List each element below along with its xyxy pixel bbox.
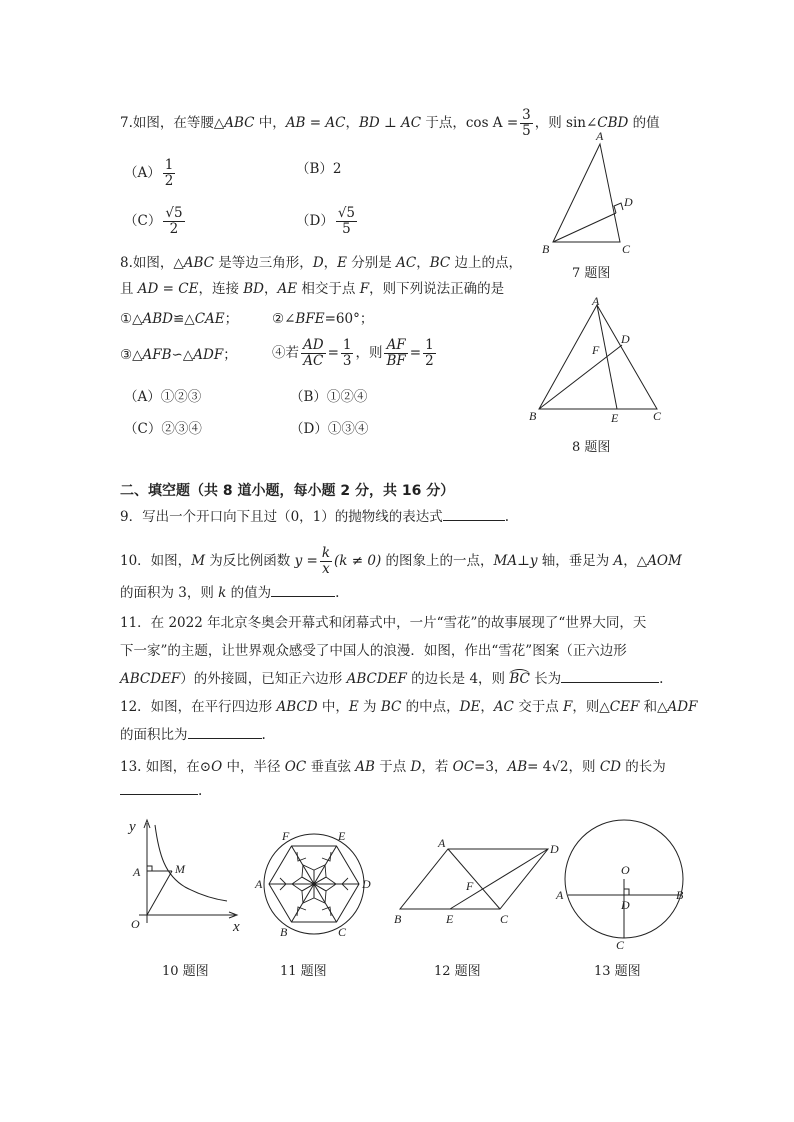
text-part: ， xyxy=(264,281,278,297)
option-label: （D） xyxy=(296,213,334,229)
text-part: 的图象上的一点， xyxy=(381,553,494,569)
q7-right-angle-mark xyxy=(614,203,623,213)
q8-fraction-one-half xyxy=(423,338,436,369)
option-value: ①②③ xyxy=(160,389,202,405)
q7-cos-fraction xyxy=(520,108,533,139)
text-part: 交于点 xyxy=(513,699,563,715)
q11-figure xyxy=(252,822,382,942)
q12-line2 xyxy=(120,726,266,744)
q11-arc-bc: BC xyxy=(509,671,530,687)
q7-stem-part: 于点， xyxy=(421,115,466,131)
q7-label-d: D xyxy=(624,195,633,209)
q7-label-a: A xyxy=(596,129,604,143)
text-part: 的长为 xyxy=(620,759,666,775)
text-part: ∽△ xyxy=(171,347,194,363)
text-part: ）的外接圆，已知正六边形 xyxy=(180,671,347,687)
text-part: ，若 xyxy=(421,759,453,775)
fraction-denominator: 2 xyxy=(169,221,179,237)
q11-line2: 下一家”的主题，让世界观众感受了中国人的浪漫．如图，作出“雪花”图案（正六边形 xyxy=(120,643,627,659)
text-part: 8.如图，△ xyxy=(120,255,184,271)
text-part: DE xyxy=(459,699,481,715)
text-part: ④若 xyxy=(272,345,299,361)
q8-fraction-af-bf xyxy=(384,338,407,369)
q10-hyperbola xyxy=(155,825,227,901)
text-part: =3， xyxy=(474,759,508,775)
text-part: OC xyxy=(452,759,475,775)
q8-figure xyxy=(525,295,670,425)
q8-label-e: E xyxy=(611,411,619,425)
fraction-denominator: 3 xyxy=(342,353,352,369)
text-part: 的边长是 4，则 xyxy=(406,671,510,687)
fraction-denominator: AC xyxy=(303,353,324,369)
text-part: ①△ xyxy=(120,311,143,327)
q8-figure-caption: 8 题图 xyxy=(572,440,611,455)
text-part: F xyxy=(563,699,573,715)
q7-stem-part: ，则 sin∠ xyxy=(534,115,598,131)
q7-option-d[interactable] xyxy=(296,206,359,237)
q13-right-angle-mark xyxy=(624,889,629,895)
text-part: 是等边三角形， xyxy=(214,255,313,271)
q7-figure xyxy=(540,130,650,255)
q8-fraction-ad-ac xyxy=(301,338,326,369)
text-part: 且 xyxy=(120,281,138,297)
q11-label-c: C xyxy=(338,925,347,939)
text-part: O xyxy=(211,759,223,775)
q11-label-d: D xyxy=(362,877,371,891)
text-part: 中，半径 xyxy=(222,759,285,775)
text-part: AB xyxy=(355,759,375,775)
text-part: CAE xyxy=(194,311,225,327)
text-part: M xyxy=(191,553,206,569)
q13-answer-blank[interactable] xyxy=(120,782,198,795)
text-part: 垂直弦 xyxy=(306,759,356,775)
q11-answer-blank[interactable] xyxy=(561,670,659,683)
q8-statement-2 xyxy=(272,310,373,328)
q10-line1 xyxy=(120,546,682,577)
q12-label-a: A xyxy=(438,836,446,850)
text-part: 为 xyxy=(358,699,381,715)
text-part: = xyxy=(327,345,339,361)
option-value: ②③④ xyxy=(161,421,202,437)
text-part: D xyxy=(312,255,324,271)
text-part: ABC xyxy=(183,255,215,271)
q11-label-f: F xyxy=(282,829,290,843)
q8-option-a[interactable] xyxy=(124,388,201,406)
text-part: . xyxy=(659,671,664,687)
q7-option-a[interactable] xyxy=(124,158,177,189)
q7-stem-part: 中， xyxy=(254,115,286,131)
fraction-numerator: 3 xyxy=(522,107,531,123)
q7-triangle xyxy=(553,144,620,242)
q8-segment-bd xyxy=(539,345,622,409)
section-title: 二、填空题（共 8 道小题，每小题 2 分，共 16 分） xyxy=(120,483,455,499)
q11-label-e: E xyxy=(338,829,346,843)
option-label: （A） xyxy=(124,165,161,181)
text-part: 12．如图，在平行四边形 xyxy=(120,699,277,715)
q7-stem-part: 的值 xyxy=(628,115,660,131)
text-part: ≌△ xyxy=(173,311,195,327)
fraction-numerator: √5 xyxy=(165,205,183,221)
text-part: ADF xyxy=(667,699,698,715)
q12-label-f: F xyxy=(466,879,474,893)
text-part: ，则 xyxy=(355,345,383,361)
text-part: 和△ xyxy=(639,699,668,715)
q8-option-b[interactable] xyxy=(290,388,367,406)
text-part: ⊥ xyxy=(517,553,530,569)
q10-right-angle-mark xyxy=(147,866,152,871)
q13-label-d: D xyxy=(621,898,630,912)
fraction-denominator: BF xyxy=(386,353,406,369)
q10-label-o: O xyxy=(131,917,140,931)
q11-label-a: A xyxy=(255,877,263,891)
q10-label-a: A xyxy=(133,865,141,879)
fraction-denominator: 2 xyxy=(425,353,434,369)
q13-line2 xyxy=(120,782,202,800)
text-part: AB xyxy=(507,759,528,775)
q11-label-b: B xyxy=(280,925,288,939)
q8-label-d: D xyxy=(621,332,630,346)
q8-option-c[interactable] xyxy=(124,420,202,438)
text-part: ，△ xyxy=(623,553,648,569)
option-label: （C） xyxy=(124,213,162,229)
q10-segment-om xyxy=(147,871,172,915)
text-part: 相交于点 xyxy=(297,281,360,297)
q13-figure-caption: 13 题图 xyxy=(594,964,641,979)
text-part: 边上的点， xyxy=(450,255,522,271)
text-part: MA xyxy=(493,553,518,569)
q8-statement-3 xyxy=(120,346,237,364)
q12-label-d: D xyxy=(550,842,559,856)
option-value: ①③④ xyxy=(327,421,369,437)
q7-option-d-fraction xyxy=(336,206,357,237)
q10-label-y: y xyxy=(129,819,136,835)
q12-label-b: B xyxy=(394,912,402,926)
text-part: ABCDEF xyxy=(120,671,181,687)
text-part: AOM xyxy=(647,553,682,569)
q7-label-c: C xyxy=(622,242,631,256)
text-part: 长为 xyxy=(529,671,562,687)
q7-stem-part: CBD xyxy=(597,115,629,131)
text-part: k xyxy=(218,585,227,601)
text-part: AD xyxy=(137,281,159,297)
text-part: 为反比例函数 xyxy=(205,553,295,569)
fraction-numerator: AF xyxy=(384,338,407,354)
q7-figure-caption: 7 题图 xyxy=(572,266,611,281)
q12-diagonal-ac xyxy=(448,849,500,909)
text-part: =60°； xyxy=(324,311,374,327)
text-part: . xyxy=(335,585,340,601)
fraction-denominator: 5 xyxy=(342,221,351,237)
text-part: . xyxy=(261,727,266,743)
fraction-numerator: 1 xyxy=(164,157,174,173)
fraction-numerator: 1 xyxy=(342,337,352,353)
text-part: ，连接 xyxy=(198,281,244,297)
q12-answer-blank[interactable] xyxy=(188,726,262,739)
text-part: ABD xyxy=(142,311,173,327)
fraction-numerator: √5 xyxy=(337,205,356,221)
text-part: E xyxy=(337,255,347,271)
q8-label-a: A xyxy=(592,294,600,308)
q13-figure xyxy=(552,815,692,950)
q9-answer-blank[interactable] xyxy=(443,508,505,521)
text-part: y xyxy=(529,553,538,569)
text-part: 的面积比为 xyxy=(120,727,188,743)
q8-fraction-one-third xyxy=(341,338,354,369)
text-part: AFB xyxy=(142,347,172,363)
text-part: AC xyxy=(493,699,514,715)
q7-option-a-fraction xyxy=(163,158,176,189)
text-part: y = xyxy=(294,553,318,569)
q8-label-b: B xyxy=(529,409,537,423)
q13-label-b: B xyxy=(676,888,684,902)
q7-stem-part: ， xyxy=(345,115,359,131)
text-part: ADF xyxy=(193,347,224,363)
text-part: 的面积为 3，则 xyxy=(120,585,219,601)
text-part: BD xyxy=(243,281,265,297)
q8-option-d[interactable] xyxy=(290,420,368,438)
text-part: 13. 如图，在⊙ xyxy=(120,759,212,775)
q10-line2 xyxy=(120,584,339,602)
text-part: D xyxy=(410,759,422,775)
text-part: ； xyxy=(223,347,237,363)
option-label: （D） xyxy=(290,421,328,437)
q10-fraction-k-x xyxy=(320,546,332,577)
text-part: ③△ xyxy=(120,347,143,363)
q11-line3 xyxy=(120,670,663,688)
fraction-denominator: x xyxy=(322,561,330,577)
text-part: = xyxy=(158,281,179,297)
q12-figure-caption: 12 题图 xyxy=(434,964,481,979)
option-value: ①②④ xyxy=(326,389,368,405)
text-part: ABCD xyxy=(276,699,318,715)
text-part: = xyxy=(409,345,422,361)
q13-label-o: O xyxy=(621,863,630,877)
text-part: CE xyxy=(178,281,199,297)
text-part: BC xyxy=(380,699,402,715)
q8-label-f: F xyxy=(592,343,600,357)
q7-stem-part: BD ⊥ AC xyxy=(358,115,422,131)
option-label: （B） xyxy=(290,389,327,405)
q7-option-c[interactable] xyxy=(124,206,187,237)
q7-option-b[interactable] xyxy=(296,160,342,178)
q10-answer-blank[interactable] xyxy=(271,584,335,597)
option-value: 2 xyxy=(332,161,342,177)
text-part: A xyxy=(613,553,624,569)
text-part: ； xyxy=(224,311,239,327)
q12-label-e: E xyxy=(446,912,454,926)
text-part: ABCDEF xyxy=(346,671,407,687)
fraction-denominator: 5 xyxy=(522,123,531,139)
q7-label-b: B xyxy=(542,242,550,256)
q10-label-x: x xyxy=(233,919,240,935)
text-part: 的值为 xyxy=(226,585,272,601)
text-part: BC xyxy=(429,255,451,271)
text-part: ， xyxy=(416,255,430,271)
text-part: ， xyxy=(480,699,494,715)
q8-label-c: C xyxy=(653,409,662,423)
text-part: OC xyxy=(284,759,307,775)
q10-label-m: M xyxy=(175,862,185,876)
q7-stem-part: ABC xyxy=(224,115,255,131)
text-part: ， xyxy=(323,255,338,271)
q7-stem-part: 7.如图，在等腰△ xyxy=(120,115,225,131)
text-part: CD xyxy=(599,759,621,775)
q8-line2 xyxy=(120,280,504,298)
option-label: （A） xyxy=(124,389,161,405)
text-part: 分别是 xyxy=(347,255,397,271)
q7-stem-part: cos A = xyxy=(465,115,519,131)
q8-statement-1 xyxy=(120,310,238,328)
text-part: = 4√2 xyxy=(527,759,569,775)
option-label: （C） xyxy=(124,421,162,437)
text-part: BFE xyxy=(295,311,325,327)
option-label: （B） xyxy=(296,161,333,177)
q11-line1: 11．在 2022 年北京冬奥会开幕式和闭幕式中，一片“雪花”的故事展现了“世界大同，天 xyxy=(120,615,647,631)
q12-figure xyxy=(392,835,572,930)
q7-altitude-bd xyxy=(553,213,616,242)
q10-figure-caption: 10 题图 xyxy=(162,964,209,979)
text-part: CEF xyxy=(609,699,640,715)
text-part: 中， xyxy=(317,699,349,715)
q13-label-a: A xyxy=(556,888,564,902)
text-part: 10．如图， xyxy=(120,553,192,569)
fraction-numerator: 1 xyxy=(425,337,434,353)
text-part: . xyxy=(504,509,510,525)
text-part: E xyxy=(348,699,359,715)
q9-text xyxy=(120,508,509,526)
text-part: ，则△ xyxy=(572,699,610,715)
q8-triangle xyxy=(539,305,657,409)
q13-label-c: C xyxy=(616,938,625,952)
text-part: . xyxy=(198,783,203,799)
q11-figure-caption: 11 题图 xyxy=(280,964,327,979)
text-part: AC xyxy=(396,255,417,271)
text-part: 9．写出一个开口向下且过（0，1）的抛物线的表达式 xyxy=(120,509,443,525)
q12-segment-de xyxy=(450,849,548,909)
q12-label-c: C xyxy=(500,912,509,926)
text-part: ，则下列说法正确的是 xyxy=(369,281,505,297)
q7-option-c-fraction xyxy=(163,206,184,237)
fraction-numerator: k xyxy=(321,545,331,561)
text-part: F xyxy=(359,281,370,297)
q12-line1 xyxy=(120,698,697,716)
q10-figure xyxy=(125,815,245,940)
q13-line1 xyxy=(120,758,666,776)
text-part: (k ≠ 0) xyxy=(334,553,382,569)
text-part: 轴，垂足为 xyxy=(537,553,614,569)
text-part: 的中点， xyxy=(401,699,460,715)
fraction-denominator: 2 xyxy=(164,173,174,189)
q7-stem-part: AB = AC xyxy=(285,115,346,131)
text-part: ②∠ xyxy=(272,311,296,327)
text-part: AE xyxy=(277,281,298,297)
q8-line1 xyxy=(120,254,522,272)
text-part: ，则 xyxy=(568,759,600,775)
q8-statement-4 xyxy=(272,338,438,369)
fraction-numerator: AD xyxy=(303,337,324,353)
text-part: 于点 xyxy=(374,759,411,775)
